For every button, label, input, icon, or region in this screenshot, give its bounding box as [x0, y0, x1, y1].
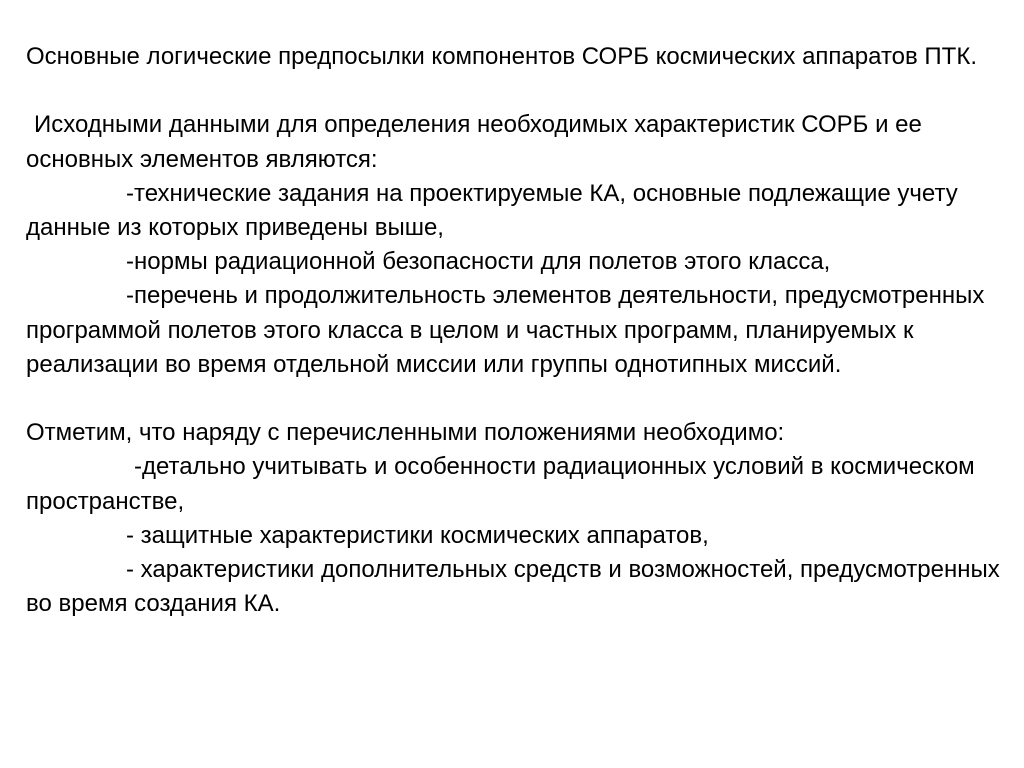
section1-intro: Исходными данными для определения необходимых характеристик СОРБ и ее основных элементов являются: — [26, 111, 922, 173]
section2-intro: Отметим, что наряду с перечисленными положениями необходимо: — [26, 419, 785, 447]
section2-item-3: - характеристики дополнительных средств и возможностей, предусмотренных во время создания КА. — [26, 556, 1000, 618]
section1-item-1: -технические задания на проектируемые КА, основные подлежащие учету данные из которых приведены выше, — [26, 179, 958, 241]
section2-item-1: -детально учитывать и особенности радиационных условий в космическом пространстве, — [26, 453, 975, 515]
section1-item-2: -нормы радиационной безопасности для полетов этого класса, — [126, 248, 831, 276]
slide-text-body — [26, 40, 1001, 621]
section2-item-2: - защитные характеристики космических аппаратов, — [126, 521, 709, 549]
spacer — [26, 382, 1001, 416]
slide-title: Основные логические предпосылки компонентов СОРБ космических аппаратов ПТК. — [26, 43, 977, 70]
spacer — [26, 74, 1001, 108]
section1-item-3: -перечень и продолжительность элементов деятельности, предусмотренных программой полетов этого класса в целом и частных программ, планируемых к реализации во время отдельной миссии или группы однотипных миссий. — [26, 282, 985, 378]
